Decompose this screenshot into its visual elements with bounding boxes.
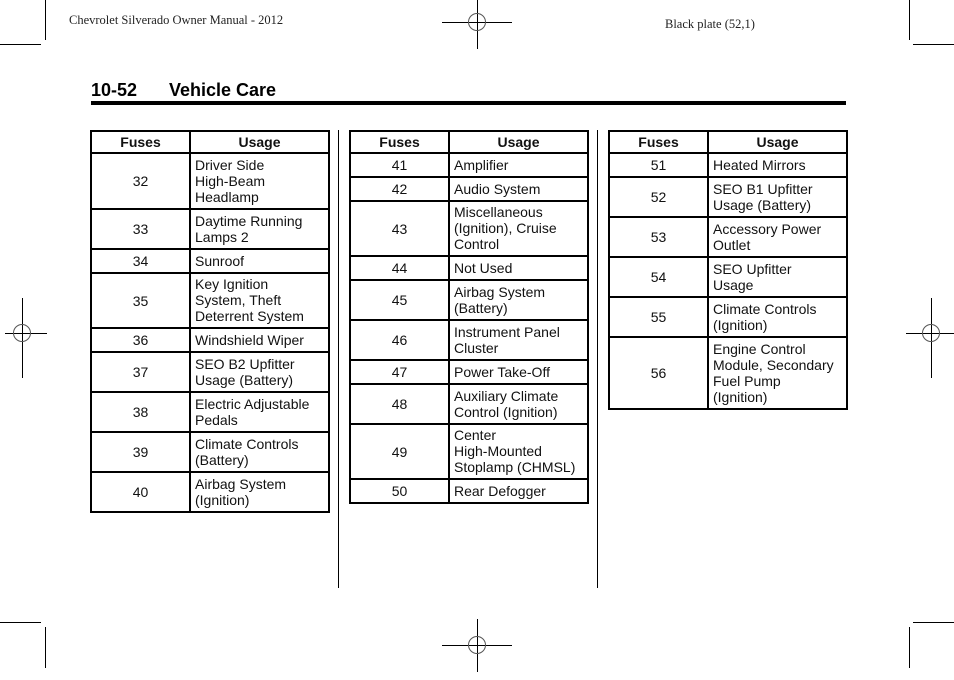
- fuse-number: 41: [350, 153, 449, 177]
- crop-mark-top-left-vertical: [45, 0, 46, 40]
- crop-mark-bottom-right-vertical: [909, 627, 910, 668]
- fuse-usage: SEO B1 Upfitter Usage (Battery): [708, 177, 847, 217]
- fuse-number: 51: [609, 153, 708, 177]
- fuse-table-3: [608, 130, 848, 410]
- table-row: [350, 201, 588, 256]
- fuse-number: 39: [91, 432, 190, 472]
- table-row: [91, 432, 329, 472]
- table-header-row: [609, 131, 847, 153]
- registration-mark-right: [896, 298, 954, 368]
- crop-mark-top-left-horizontal: [0, 44, 41, 45]
- running-head-right: Black plate (52,1): [665, 17, 755, 31]
- table-row: [609, 297, 847, 337]
- fuse-number: 45: [350, 280, 449, 320]
- fuse-number: 36: [91, 328, 190, 352]
- crop-mark-top-right-horizontal: [913, 44, 954, 45]
- fuse-number: 43: [350, 201, 449, 256]
- header-usage: Usage: [449, 131, 588, 153]
- fuse-number: 50: [350, 479, 449, 503]
- fuse-usage: SEO B2 Upfitter Usage (Battery): [190, 352, 329, 392]
- fuse-number: 37: [91, 352, 190, 392]
- running-head-left: Chevrolet Silverado Owner Manual - 2012: [69, 13, 284, 27]
- fuse-usage: Electric Adjustable Pedals: [190, 392, 329, 432]
- fuse-usage: Driver Side High-Beam Headlamp: [190, 153, 329, 209]
- fuse-usage: Audio System: [449, 177, 588, 201]
- fuse-usage: Windshield Wiper: [190, 328, 329, 352]
- table-header-row: [350, 131, 588, 153]
- registration-mark-left: [0, 298, 57, 368]
- fuse-usage: Center High-Mounted Stoplamp (CHMSL): [449, 424, 588, 479]
- fuse-number: 55: [609, 297, 708, 337]
- fuse-usage: Engine Control Module, Secondary Fuel Pump (Ignition): [708, 337, 847, 409]
- table-row: [350, 280, 588, 320]
- header-fuses: Fuses: [350, 131, 449, 153]
- fuse-number: 52: [609, 177, 708, 217]
- fuse-usage: SEO Upfitter Usage: [708, 257, 847, 297]
- fuse-usage: Accessory Power Outlet: [708, 217, 847, 257]
- crop-mark-bottom-left-vertical: [45, 627, 46, 668]
- table-row: [91, 273, 329, 328]
- section-heading: [91, 80, 276, 101]
- crop-mark-bottom-right-horizontal: [913, 622, 954, 623]
- page-number: 10-52: [91, 80, 138, 100]
- fuse-number: 48: [350, 384, 449, 424]
- column-separator-2: [597, 130, 598, 588]
- fuse-number: 53: [609, 217, 708, 257]
- crop-mark-top-right-vertical: [909, 0, 910, 40]
- fuse-number: 44: [350, 256, 449, 280]
- table-row: [350, 479, 588, 503]
- fuse-usage: Miscellaneous (Ignition), Cruise Control: [449, 201, 588, 256]
- section-title: Vehicle Care: [169, 80, 277, 100]
- fuse-usage: Instrument Panel Cluster: [449, 320, 588, 360]
- table-row: [609, 257, 847, 297]
- fuse-number: 40: [91, 472, 190, 512]
- fuse-number: 35: [91, 273, 190, 328]
- fuse-usage: Power Take-Off: [449, 360, 588, 384]
- fuse-table-1: [90, 130, 330, 513]
- fuse-number: 56: [609, 337, 708, 409]
- fuse-usage: Airbag System (Ignition): [190, 472, 329, 512]
- table-row: [609, 153, 847, 177]
- table-row: [350, 153, 588, 177]
- table-row: [91, 328, 329, 352]
- fuse-number: 47: [350, 360, 449, 384]
- registration-mark-bottom: [442, 610, 512, 680]
- table-row: [91, 352, 329, 392]
- table-row: [91, 249, 329, 273]
- fuse-number: 46: [350, 320, 449, 360]
- table-row: [350, 360, 588, 384]
- header-usage: Usage: [190, 131, 329, 153]
- header-fuses: Fuses: [91, 131, 190, 153]
- fuse-usage: Sunroof: [190, 249, 329, 273]
- fuse-usage: Amplifier: [449, 153, 588, 177]
- fuse-usage: Climate Controls (Ignition): [708, 297, 847, 337]
- fuse-usage: Heated Mirrors: [708, 153, 847, 177]
- table-row: [350, 256, 588, 280]
- table-row: [350, 384, 588, 424]
- header-usage: Usage: [708, 131, 847, 153]
- fuse-number: 34: [91, 249, 190, 273]
- table-header-row: [91, 131, 329, 153]
- table-row: [91, 392, 329, 432]
- fuse-usage: Daytime Running Lamps 2: [190, 209, 329, 249]
- fuse-usage: Airbag System (Battery): [449, 280, 588, 320]
- table-row: [350, 177, 588, 201]
- table-row: [91, 153, 329, 209]
- table-row: [350, 320, 588, 360]
- fuse-number: 54: [609, 257, 708, 297]
- table-row: [609, 177, 847, 217]
- table-row: [91, 209, 329, 249]
- registration-mark-top: [442, 0, 512, 57]
- table-row: [91, 472, 329, 512]
- fuse-usage: Auxiliary Climate Control (Ignition): [449, 384, 588, 424]
- fuse-number: 32: [91, 153, 190, 209]
- title-rule: [91, 101, 846, 105]
- fuse-usage: Climate Controls (Battery): [190, 432, 329, 472]
- fuse-number: 33: [91, 209, 190, 249]
- fuse-usage: Not Used: [449, 256, 588, 280]
- fuse-usage: Rear Defogger: [449, 479, 588, 503]
- fuse-number: 49: [350, 424, 449, 479]
- column-separator-1: [338, 130, 339, 588]
- crop-mark-bottom-left-horizontal: [0, 622, 41, 623]
- fuse-number: 42: [350, 177, 449, 201]
- table-row: [609, 217, 847, 257]
- fuse-table-2: [349, 130, 589, 504]
- header-fuses: Fuses: [609, 131, 708, 153]
- table-row: [609, 337, 847, 409]
- fuse-usage: Key Ignition System, Theft Deterrent System: [190, 273, 329, 328]
- table-row: [350, 424, 588, 479]
- fuse-number: 38: [91, 392, 190, 432]
